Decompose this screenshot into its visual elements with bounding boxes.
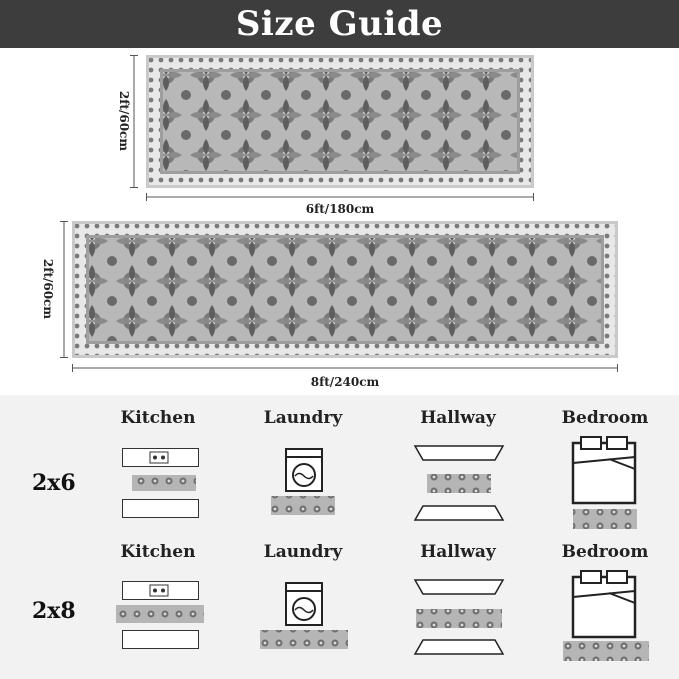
hallway-2x6-illustration	[413, 442, 505, 522]
hallway-icon	[415, 580, 503, 594]
rug-pattern-icon	[416, 609, 502, 628]
rug-2x8-width-line	[72, 363, 618, 373]
rug-2x8-image	[72, 221, 618, 358]
rug-pattern-icon	[260, 630, 348, 649]
room-label-hallway-2: Hallway	[420, 542, 496, 562]
size-label-2x8: 2x8	[32, 598, 76, 624]
page-header	[0, 0, 679, 48]
room-label-laundry: Laundry	[263, 408, 343, 428]
rug-pattern-icon	[132, 475, 196, 491]
rug-2x6-width-label: 6ft/180cm	[305, 202, 375, 216]
rug-pattern-icon	[116, 605, 204, 623]
hallway-2x8-illustration	[413, 576, 505, 656]
rug-pattern-icon	[271, 496, 335, 515]
rug-2x8-height-label: 2ft/60cm	[41, 258, 55, 320]
room-label-kitchen-2: Kitchen	[120, 542, 196, 562]
rug-pattern-icon	[563, 641, 649, 661]
room-label-kitchen: Kitchen	[120, 408, 196, 428]
rug-2x6-height-label: 2ft/60cm	[117, 90, 131, 152]
rug-pattern-icon	[427, 474, 491, 493]
bedroom-2x6-illustration	[565, 435, 643, 531]
kitchen-2x8-illustration	[116, 579, 204, 653]
bedroom-2x8-illustration	[561, 569, 651, 663]
rug-2x8-height-line	[58, 221, 70, 358]
bed-icon	[573, 443, 635, 503]
bed-icon	[573, 577, 635, 637]
rug-pattern-icon	[573, 509, 637, 529]
washing-machine-icon	[286, 449, 322, 491]
kitchen-2x6-illustration	[120, 446, 202, 520]
rug-2x6-image	[146, 55, 534, 188]
laundry-2x6-illustration	[268, 446, 340, 518]
rug-2x8-width-label: 8ft/240cm	[310, 375, 380, 389]
size-label-2x6: 2x6	[32, 470, 76, 496]
room-label-bedroom-2: Bedroom	[561, 542, 649, 562]
room-label-bedroom: Bedroom	[561, 408, 649, 428]
room-label-hallway: Hallway	[420, 408, 496, 428]
page-title: Size Guide	[235, 4, 444, 44]
rug-2x6-width-line	[146, 192, 534, 202]
laundry-2x8-illustration	[258, 580, 350, 652]
room-label-laundry-2: Laundry	[263, 542, 343, 562]
hallway-icon	[415, 446, 503, 460]
stove-icon	[150, 585, 168, 596]
stove-icon	[150, 452, 168, 463]
washing-machine-icon	[286, 583, 322, 625]
